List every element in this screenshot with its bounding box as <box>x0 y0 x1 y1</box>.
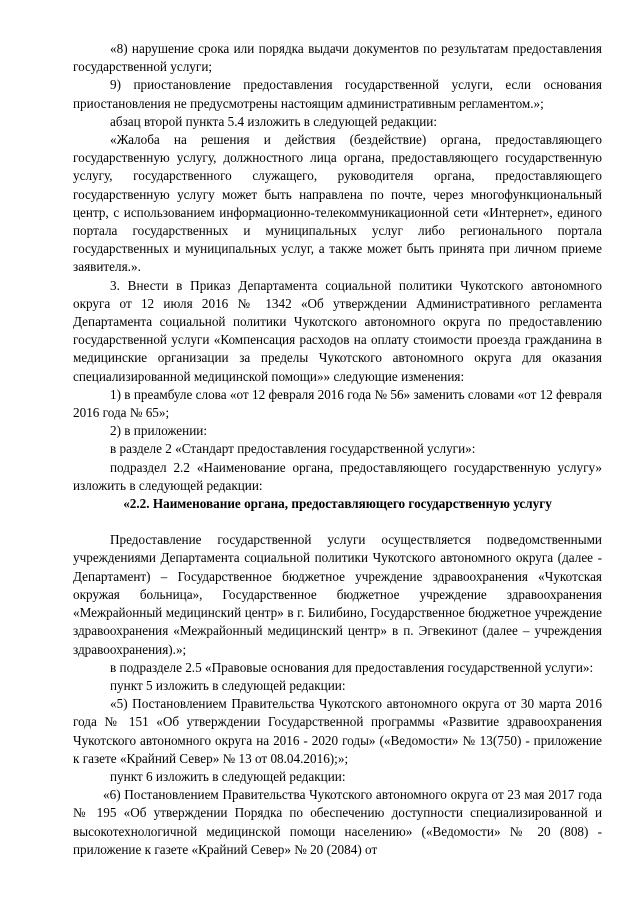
paragraph-appendix: 2) в приложении: <box>110 423 207 439</box>
paragraph-subsection-2-5: в подразделе 2.5 «Правовые основания для предоставления государственной услуги»: <box>110 659 594 675</box>
heading-gap <box>73 513 602 531</box>
paragraph-abzac-5-4: абзац второй пункта 5.4 изложить в следующей редакции: <box>110 113 437 129</box>
paragraph-subsection-2-2: подраздел 2.2 «Наименование органа, предоставляющего государственную услугу» изложить в следующей редакции: <box>73 459 602 493</box>
paragraph-item-5-intro: пункт 5 изложить в следующей редакции: <box>110 677 346 693</box>
paragraph-item-5: «5) Постановлением Правительства Чукотского автономного округа от 30 марта 2016 года № 151 «Об утверждении Государственной программы «Развитие здравоохранения Чукотского автономного округа на 2016 - 2020 годы» («Ведомости» № 13(750) - приложение к газете «Крайний Север» № 13 от 08.04.2016);»; <box>73 696 602 766</box>
section-heading: «2.2. Наименование органа, предоставляющего государственную услугу <box>123 496 552 512</box>
paragraph-item-6: «6) Постановлением Правительства Чукотского автономного округа от 23 мая 2017 года № 195 «Об утверждении Порядка по обеспечению доступности специализированной и высокотехнологичной медицинской помощи населению» («Ведомости» № 20 (808) - приложение к газете «Крайний Север» № 20 (2084) от <box>73 787 602 857</box>
paragraph-item-9: 9) приостановление предоставления государственной услуги, если основания приостановления не предусмотрены настоящим административным регламентом.»; <box>73 77 602 111</box>
paragraph-item-8: «8) нарушение срока или порядка выдачи документов по результатам предоставления государственной услуги; <box>73 41 602 75</box>
paragraph-section-3: 3. Внести в Приказ Департамента социальной политики Чукотского автономного округа от 12 июля 2016 № 1342 «Об утверждении Административного регламента Департамента социальной политики Чукотского автономного округа по предоставлению государственной услуги «Компенсация расходов на оплату стоимости проезда гражданина в медицинские организации за пределы Чукотского автономного округа для оказания специализированной медицинской помощи»» следующие изменения: <box>73 277 602 384</box>
paragraph-provision: Предоставление государственной услуги осуществляется подведомственными учреждениями Департамента социальной политики Чукотского автономного округа (далее - Департамент) – Государственное бюджетное учреждение здравоохранения «Чукотская окружая больница», Государственное бюджетное учреждение здравоохранения «Межрайонный медицинский центр» в г. Билибино, Государственное бюджетное учреждение здравоохранения «Межрайонный медицинский центр» в п. Эгвекинот (далее – учреждения здравоохранения).»; <box>73 532 602 657</box>
paragraph-section-2: в разделе 2 «Стандарт предоставления государственной услуги»: <box>110 441 476 457</box>
paragraph-item-6-intro: пункт 6 изложить в следующей редакции: <box>110 768 346 784</box>
paragraph-preamble: 1) в преамбуле слова «от 12 февраля 2016 года № 56» заменить словами «от 12 февраля 2016 года № 65»; <box>73 386 602 421</box>
paragraph-complaint: «Жалоба на решения и действия (бездействие) органа, предоставляющего государственную услугу, должностного лица органа, предоставляющего государственную услугу, государственного служащего, руководителя органа, предоставляющего государственную услугу может быть направлена по почте, через многофункциональный центр, с использованием информационно-телекоммуникационной сети «Интернет», единого портала государственных и муниципальных услуг либо регионального портала государственных и муниципальных услуг, а также может быть принята при личном приеме заявителя.». <box>73 132 602 275</box>
